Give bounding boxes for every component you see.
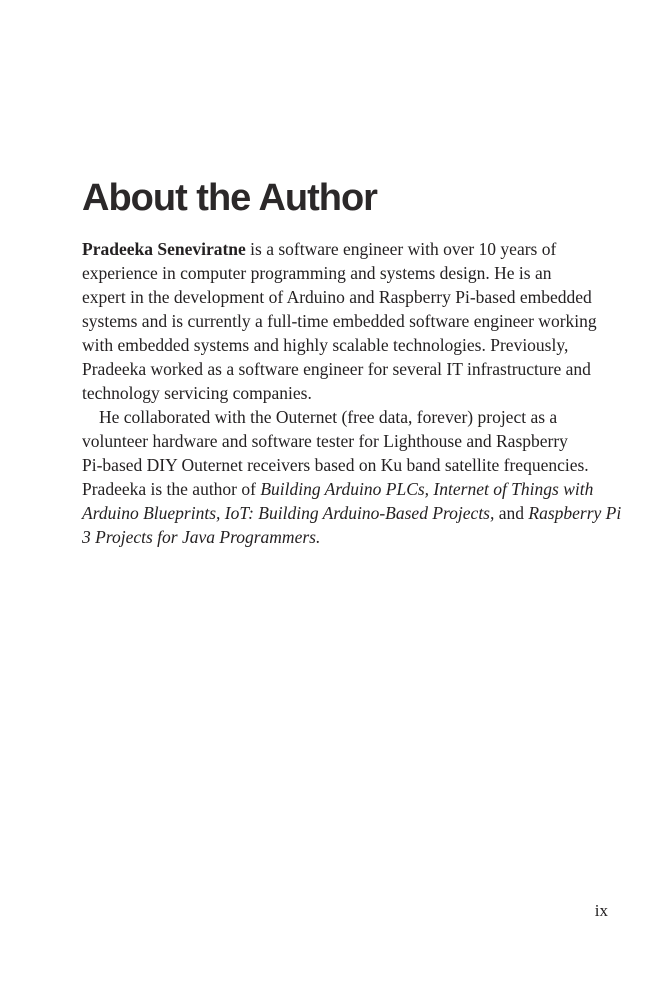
text-line [82,309,612,333]
text-run: Pi-based DIY Outernet receivers based on Ku band satellite frequencies. [82,455,589,475]
italic-text-run: Building Arduino PLCs, Internet of Things with [260,479,594,499]
text-run: Pradeeka worked as a software engineer for several IT infrastructure and [82,359,591,379]
text-line [82,333,612,357]
text-run: expert in the development of Arduino and Raspberry Pi-based embedded [82,287,592,307]
text-line [82,501,622,525]
text-line [82,357,612,381]
bold-text-run: Pradeeka Seneviratne [82,239,246,259]
author-bio-paragraph-1 [82,237,612,405]
text-run: Pradeeka is the author of [82,479,261,499]
author-bio-paragraph-2 [82,405,622,549]
text-run: He collaborated with the Outernet (free data, forever) project as a [99,407,558,427]
text-run: with embedded systems and highly scalable technologies. Previously, [82,335,569,355]
text-line [82,405,612,429]
italic-text-run: Raspberry Pi [528,503,622,523]
text-line [82,477,612,501]
page-number: ix [594,901,608,920]
italic-text-run: 3 Projects for Java Programmers. [82,527,321,547]
text-run: technology servicing companies. [82,383,312,403]
text-run: experience in computer programming and systems design. He is an [82,263,552,283]
text-line [82,237,612,261]
text-run: and [494,503,529,523]
text-run: is a software engineer with over 10 years of [245,239,557,259]
text-line [82,525,612,549]
text-run: systems and is currently a full-time embedded software engineer working [82,311,597,331]
chapter-title: About the Author [82,177,377,220]
italic-text-run: Arduino Blueprints, IoT: Building Arduino-Based Projects, [82,503,495,523]
text-line [82,261,612,285]
text-line [82,285,612,309]
text-line [82,453,612,477]
text-line [82,381,612,405]
text-line [82,429,612,453]
text-run: volunteer hardware and software tester for Lighthouse and Raspberry [82,431,568,451]
